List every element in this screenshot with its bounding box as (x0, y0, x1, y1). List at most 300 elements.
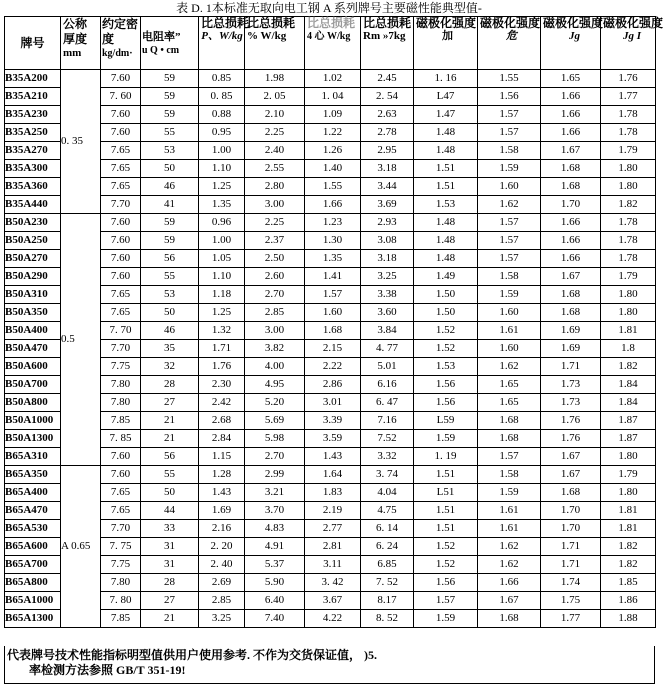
value-cell: 1.67 (541, 142, 601, 160)
value-cell: 1.59 (414, 430, 478, 448)
table-row (5, 358, 656, 376)
grade-cell: B50A470 (5, 340, 61, 358)
value-cell: 1.76 (601, 70, 656, 88)
value-cell: 5.90 (245, 574, 305, 592)
value-cell: 1.82 (601, 196, 656, 214)
value-cell: 1.59 (414, 610, 478, 628)
table-row (5, 160, 656, 178)
value-cell: 1.57 (478, 124, 541, 142)
value-cell: 1.66 (541, 214, 601, 232)
value-cell: 3.18 (361, 250, 414, 268)
value-cell: 3.38 (361, 286, 414, 304)
value-cell: 7.70 (101, 196, 141, 214)
value-cell: 1.10 (199, 160, 245, 178)
value-cell: 3.59 (305, 430, 361, 448)
value-cell: 7.60 (101, 250, 141, 268)
footnote-line-2: 率检测方法参照 GB/T 351-19! (29, 663, 186, 677)
value-cell: 1.47 (414, 106, 478, 124)
value-cell: 7.65 (101, 142, 141, 160)
magnetic-properties-table (4, 16, 663, 628)
value-cell: 0.95 (199, 124, 245, 142)
value-cell: 3.67 (305, 592, 361, 610)
value-cell: 1.79 (601, 466, 656, 484)
value-cell: 7.70 (101, 340, 141, 358)
value-cell: 1.15 (199, 448, 245, 466)
value-cell: 1.59 (478, 160, 541, 178)
table-row (5, 304, 656, 322)
value-cell: 7.60 (101, 448, 141, 466)
value-cell: 1.66 (541, 106, 601, 124)
value-cell: 21 (141, 430, 199, 448)
value-cell: 3.39 (305, 412, 361, 430)
value-cell: 7.80 (101, 574, 141, 592)
value-cell: 1.25 (199, 178, 245, 196)
value-cell: 7.85 (101, 412, 141, 430)
value-cell: 2.69 (199, 574, 245, 592)
value-cell: 1.43 (305, 448, 361, 466)
value-cell: 1.81 (601, 520, 656, 538)
value-cell: 4.04 (361, 484, 414, 502)
value-cell: 1.35 (305, 250, 361, 268)
value-cell: 1.51 (414, 160, 478, 178)
value-cell: 2.42 (199, 394, 245, 412)
table-row (5, 88, 656, 106)
table-row (5, 286, 656, 304)
value-cell: L51 (414, 484, 478, 502)
value-cell: 59 (141, 232, 199, 250)
value-cell: 1.48 (414, 250, 478, 268)
value-cell: 1.51 (414, 520, 478, 538)
value-cell: 1.41 (305, 268, 361, 286)
value-cell: 1.52 (414, 556, 478, 574)
value-cell: 2. 54 (361, 88, 414, 106)
table-caption: 表 D. 1本标准无取向电工钢 A 系列牌号主要磁性能典型值- (176, 1, 482, 15)
value-cell: 50 (141, 160, 199, 178)
value-cell: 1.65 (478, 394, 541, 412)
value-cell: 46 (141, 322, 199, 340)
value-cell: 35 (141, 340, 199, 358)
thickness-cell: A 0.65 (61, 466, 101, 628)
value-cell: 1.67 (541, 268, 601, 286)
grade-cell: B50A600 (5, 358, 61, 376)
value-cell: 3. 42 (305, 574, 361, 592)
value-cell: 7.70 (101, 520, 141, 538)
value-cell: 6. 14 (361, 520, 414, 538)
value-cell: 2.99 (245, 466, 305, 484)
value-cell: 7.80 (101, 376, 141, 394)
value-cell: 3.00 (245, 196, 305, 214)
table-row (5, 376, 656, 394)
value-cell: 1.82 (601, 556, 656, 574)
footnote-line-1: 代表牌号技术性能指标明型值供用户使用参考. 不作为交货保证值， )5. (7, 648, 377, 662)
value-cell: 2.70 (245, 286, 305, 304)
value-cell: 2.84 (199, 430, 245, 448)
table-row (5, 196, 656, 214)
value-cell: 21 (141, 610, 199, 628)
value-cell: 0. 85 (199, 88, 245, 106)
value-cell: 1.40 (305, 160, 361, 178)
value-cell: 1.26 (305, 142, 361, 160)
value-cell: 1. 19 (414, 448, 478, 466)
table-row (5, 538, 656, 556)
value-cell: 7.65 (101, 160, 141, 178)
grade-cell: B65A350 (5, 466, 61, 484)
value-cell: 7.16 (361, 412, 414, 430)
value-cell: 2.60 (245, 268, 305, 286)
value-cell: 1.80 (601, 160, 656, 178)
value-cell: 1.79 (601, 268, 656, 286)
table-row (5, 178, 656, 196)
value-cell: 2.63 (361, 106, 414, 124)
header-polarization-3: 磁极化强度 Jg (541, 17, 601, 70)
value-cell: 2.81 (305, 538, 361, 556)
value-cell: 1.76 (541, 412, 601, 430)
table-footnote (4, 646, 655, 684)
value-cell: 7.80 (101, 394, 141, 412)
value-cell: 1.18 (199, 286, 245, 304)
value-cell: 1.80 (601, 448, 656, 466)
value-cell: 1.71 (541, 556, 601, 574)
value-cell: 4.75 (361, 502, 414, 520)
table-row (5, 232, 656, 250)
value-cell: 28 (141, 376, 199, 394)
grade-cell: B35A270 (5, 142, 61, 160)
value-cell: 1.70 (541, 196, 601, 214)
grade-cell: B50A1000 (5, 412, 61, 430)
value-cell: 1.79 (601, 142, 656, 160)
value-cell: 6.40 (245, 592, 305, 610)
value-cell: 2.85 (199, 592, 245, 610)
value-cell: 2.68 (199, 412, 245, 430)
value-cell: 7. 60 (101, 88, 141, 106)
table-row (5, 394, 656, 412)
value-cell: 7.60 (101, 232, 141, 250)
value-cell: 2.80 (245, 178, 305, 196)
header-polarization-2: 磁极化强度 危 (478, 17, 541, 70)
value-cell: 2.78 (361, 124, 414, 142)
value-cell: 1.57 (478, 250, 541, 268)
thickness-cell: 0.5 (61, 214, 101, 466)
value-cell: 2.37 (245, 232, 305, 250)
value-cell: 59 (141, 88, 199, 106)
grade-cell: B35A360 (5, 178, 61, 196)
value-cell: 1.80 (601, 304, 656, 322)
value-cell: 7.65 (101, 502, 141, 520)
value-cell: 1.59 (478, 286, 541, 304)
value-cell: 1.57 (305, 286, 361, 304)
header-grade: 牌号 (5, 17, 61, 70)
value-cell: 7. 85 (101, 430, 141, 448)
value-cell: 1. 16 (414, 70, 478, 88)
header-resistivity-unit: u Q • cm (142, 45, 180, 56)
value-cell: 4.22 (305, 610, 361, 628)
value-cell: 7. 70 (101, 322, 141, 340)
value-cell: 2. 05 (245, 88, 305, 106)
value-cell: 1.87 (601, 430, 656, 448)
value-cell: L47 (414, 88, 478, 106)
grade-cell: B35A300 (5, 160, 61, 178)
value-cell: 1.55 (305, 178, 361, 196)
value-cell: 1.80 (601, 286, 656, 304)
value-cell: 7. 75 (101, 538, 141, 556)
grade-cell: B50A250 (5, 232, 61, 250)
table-row (5, 592, 656, 610)
value-cell: 1.58 (478, 466, 541, 484)
value-cell: 1.09 (305, 106, 361, 124)
value-cell: 2.93 (361, 214, 414, 232)
value-cell: 1.88 (601, 610, 656, 628)
value-cell: 6.16 (361, 376, 414, 394)
value-cell: 1.81 (601, 322, 656, 340)
value-cell: 1.73 (541, 394, 601, 412)
value-cell: 7.65 (101, 178, 141, 196)
value-cell: 8. 52 (361, 610, 414, 628)
value-cell: 1.73 (541, 376, 601, 394)
grade-cell: B65A310 (5, 448, 61, 466)
value-cell: 1.66 (478, 574, 541, 592)
value-cell: 56 (141, 448, 199, 466)
thickness-cell: 0. 35 (61, 70, 101, 214)
value-cell: 4.95 (245, 376, 305, 394)
value-cell: 1.78 (601, 250, 656, 268)
value-cell: 1.81 (601, 502, 656, 520)
value-cell: 59 (141, 70, 199, 88)
value-cell: 3.00 (245, 322, 305, 340)
value-cell: 2.40 (245, 142, 305, 160)
table-row (5, 340, 656, 358)
value-cell: 1.67 (541, 448, 601, 466)
value-cell: 1.68 (478, 412, 541, 430)
value-cell: 1.56 (414, 574, 478, 592)
value-cell: 1.83 (305, 484, 361, 502)
value-cell: 1.68 (541, 484, 601, 502)
value-cell: 2. 40 (199, 556, 245, 574)
value-cell: 32 (141, 358, 199, 376)
value-cell: 1.62 (478, 556, 541, 574)
grade-cell: B50A800 (5, 394, 61, 412)
value-cell: 1.57 (414, 592, 478, 610)
header-loss-2: 比总损耗 % W/kg (245, 17, 305, 70)
value-cell: 1.64 (305, 466, 361, 484)
value-cell: 7.60 (101, 466, 141, 484)
value-cell: 1.78 (601, 124, 656, 142)
value-cell: 33 (141, 520, 199, 538)
table-row (5, 214, 656, 232)
value-cell: 3.60 (361, 304, 414, 322)
value-cell: 21 (141, 412, 199, 430)
value-cell: 5.20 (245, 394, 305, 412)
value-cell: 1.60 (305, 304, 361, 322)
value-cell: 1.02 (305, 70, 361, 88)
grade-cell: B65A1000 (5, 592, 61, 610)
grade-cell: B50A400 (5, 322, 61, 340)
value-cell: 4.91 (245, 538, 305, 556)
value-cell: 1.30 (305, 232, 361, 250)
table-row (5, 106, 656, 124)
value-cell: 55 (141, 466, 199, 484)
value-cell: 2.10 (245, 106, 305, 124)
grade-cell: B35A250 (5, 124, 61, 142)
table-row (5, 556, 656, 574)
value-cell: 1.77 (601, 88, 656, 106)
value-cell: 50 (141, 484, 199, 502)
value-cell: 1.82 (601, 538, 656, 556)
value-cell: 1.86 (601, 592, 656, 610)
value-cell: 27 (141, 592, 199, 610)
table-row (5, 466, 656, 484)
value-cell: 1.70 (541, 502, 601, 520)
value-cell: 1.68 (541, 286, 601, 304)
value-cell: 1.57 (478, 232, 541, 250)
value-cell: 1.82 (601, 358, 656, 376)
value-cell: 1.59 (478, 484, 541, 502)
value-cell: 31 (141, 556, 199, 574)
value-cell: 7.60 (101, 124, 141, 142)
grade-cell: B65A1300 (5, 610, 61, 628)
value-cell: 3.82 (245, 340, 305, 358)
value-cell: 1.61 (478, 520, 541, 538)
value-cell: 1.53 (414, 358, 478, 376)
value-cell: 2.25 (245, 214, 305, 232)
header-loss-1: 比总损耗 P、W/kg (199, 17, 245, 70)
value-cell: 1.56 (414, 376, 478, 394)
value-cell: 1.62 (478, 196, 541, 214)
table-row (5, 574, 656, 592)
table-row (5, 484, 656, 502)
header-thickness: 公称厚度 mm (61, 17, 101, 70)
value-cell: 1.68 (478, 610, 541, 628)
table-row (5, 322, 656, 340)
value-cell: 1.55 (478, 70, 541, 88)
value-cell: 1.74 (541, 574, 601, 592)
value-cell: 7. 52 (361, 574, 414, 592)
value-cell: 1.98 (245, 70, 305, 88)
value-cell: 1.52 (414, 538, 478, 556)
value-cell: 1.71 (199, 340, 245, 358)
value-cell: 1.65 (541, 70, 601, 88)
value-cell: 1.76 (541, 430, 601, 448)
value-cell: 1.76 (199, 358, 245, 376)
table-row (5, 268, 656, 286)
value-cell: 1.05 (199, 250, 245, 268)
value-cell: 2.16 (199, 520, 245, 538)
value-cell: 2. 20 (199, 538, 245, 556)
value-cell: 3.08 (361, 232, 414, 250)
value-cell: 59 (141, 106, 199, 124)
value-cell: 7.75 (101, 358, 141, 376)
value-cell: 1.58 (478, 142, 541, 160)
value-cell: 2.77 (305, 520, 361, 538)
value-cell: 1.80 (601, 178, 656, 196)
value-cell: 1.87 (601, 412, 656, 430)
value-cell: 1.35 (199, 196, 245, 214)
header-loss-4: 比总损耗 Rm »7kg (361, 17, 414, 70)
value-cell: 2.50 (245, 250, 305, 268)
table-row (5, 502, 656, 520)
value-cell: 4.00 (245, 358, 305, 376)
value-cell: 2.95 (361, 142, 414, 160)
value-cell: 1.70 (541, 520, 601, 538)
value-cell: 27 (141, 394, 199, 412)
value-cell: 1.56 (414, 394, 478, 412)
value-cell: 1.69 (541, 322, 601, 340)
value-cell: 31 (141, 538, 199, 556)
value-cell: 0.88 (199, 106, 245, 124)
value-cell: 5.01 (361, 358, 414, 376)
value-cell: 1.61 (478, 502, 541, 520)
value-cell: 1.56 (478, 88, 541, 106)
grade-cell: B65A600 (5, 538, 61, 556)
grade-cell: B35A440 (5, 196, 61, 214)
value-cell: 1.51 (414, 178, 478, 196)
value-cell: 3.84 (361, 322, 414, 340)
value-cell: 7.40 (245, 610, 305, 628)
table-body (5, 70, 656, 628)
value-cell: 1.60 (478, 304, 541, 322)
value-cell: 7.65 (101, 286, 141, 304)
value-cell: 2.25 (245, 124, 305, 142)
value-cell: 8.17 (361, 592, 414, 610)
value-cell: 3.70 (245, 502, 305, 520)
header-density: 约定密度 (102, 17, 139, 46)
value-cell: 1.50 (414, 304, 478, 322)
value-cell: 4. 77 (361, 340, 414, 358)
table-row (5, 142, 656, 160)
value-cell: 1.78 (601, 214, 656, 232)
value-cell: 1.57 (478, 214, 541, 232)
value-cell: 5.37 (245, 556, 305, 574)
value-cell: 1.60 (478, 340, 541, 358)
value-cell: 1.00 (199, 232, 245, 250)
table-row (5, 520, 656, 538)
value-cell: 7.60 (101, 106, 141, 124)
table-row (5, 412, 656, 430)
value-cell: 7.85 (101, 610, 141, 628)
value-cell: 44 (141, 502, 199, 520)
value-cell: 1.71 (541, 538, 601, 556)
value-cell: 1.61 (478, 322, 541, 340)
value-cell: 1.68 (541, 304, 601, 322)
value-cell: 1.52 (414, 322, 478, 340)
value-cell: 1.25 (199, 304, 245, 322)
value-cell: 1.78 (601, 106, 656, 124)
value-cell: 1.51 (414, 502, 478, 520)
value-cell: 1.48 (414, 142, 478, 160)
value-cell: 1.28 (199, 466, 245, 484)
grade-cell: B65A400 (5, 484, 61, 502)
grade-cell: B65A470 (5, 502, 61, 520)
value-cell: 6. 24 (361, 538, 414, 556)
value-cell: 1.84 (601, 394, 656, 412)
value-cell: 1.71 (541, 358, 601, 376)
value-cell: 3.01 (305, 394, 361, 412)
value-cell: 46 (141, 178, 199, 196)
value-cell: 1.53 (414, 196, 478, 214)
grade-cell: B35A200 (5, 70, 61, 88)
header-density-unit: kg/dm· (102, 48, 133, 59)
value-cell: 7.60 (101, 214, 141, 232)
value-cell: 1.66 (305, 196, 361, 214)
value-cell: 1.68 (305, 322, 361, 340)
value-cell: 3.25 (361, 268, 414, 286)
value-cell: 50 (141, 304, 199, 322)
header-density-resistivity (101, 17, 199, 70)
value-cell: 1.80 (601, 484, 656, 502)
value-cell: 1.77 (541, 610, 601, 628)
value-cell: 5.69 (245, 412, 305, 430)
grade-cell: B50A310 (5, 286, 61, 304)
grade-cell: B65A530 (5, 520, 61, 538)
